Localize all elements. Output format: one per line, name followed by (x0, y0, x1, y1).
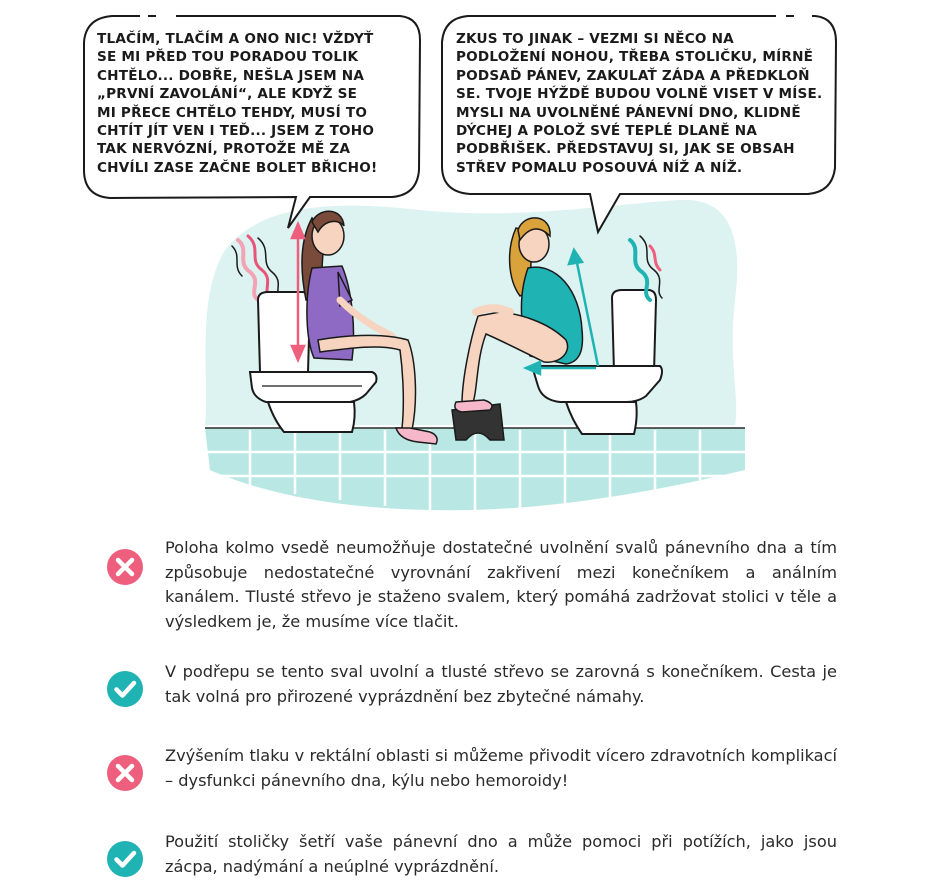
cross-circle-icon (106, 548, 144, 586)
fact-text: Použití stoličky šetří vaše pánevní dno a může pomoci při potížích, jako jsou zácpa, nadýmání a neúplné vyprázdnění. (165, 832, 837, 876)
fact-item-squat (106, 660, 836, 712)
fact-text: Poloha kolmo vsedě neumožňuje dostatečné uvolnění svalů pánevního dna a tím způsobuje nedostatečné vyrovnání zakřivení mezi konečníkem a análním kanálem. Tlusté střevo je staženo svalem, který pomáhá zadržovat stolici v těle a výsledkem je, že musíme více tlačit. (165, 538, 837, 631)
fact-item-pressure (106, 744, 836, 796)
check-circle-icon (106, 840, 144, 878)
speech-bubble-right-text: ZKUS TO JINAK – VEZMI SI NĚCO NA PODLOŽENÍ NOHOU, TŘEBA STOLIČKU, MÍRNĚ PODSAĎ PÁNEV, ZAKULAŤ ZÁDA A PŘEDKLOŇ SE. TVOJE HÝŽDĚ BUDOU VOLNĚ VISET V MÍSE. MYSLI NA UVOLNĚNÉ PÁNEVNÍ DNO, KLIDNĚ DÝCHEJ A POLOŽ SVÉ TEPLÉ DLANĚ NA PODBŘIŠEK. PŘEDSTAVUJ SI, JAK SE OBSAH STŘEV POMALU POSOUVÁ NÍŽ A NÍŽ. (456, 31, 823, 176)
tile-floor (205, 428, 745, 510)
speech-bubble-left-text: TLAČÍM, TLAČÍM A ONO NIC! VŽDYŤ SE MI PŘED TOU PORADOU TOLIK CHTĚLO... DOBŘE, NEŠLA JSEM NA „PRVNÍ ZAVOLÁNÍ“, ALE KDYŽ SE MI PŘECE CHTĚLO TEHDY, MUSÍ TO CHTÍT JÍT VEN I TEĎ... JSEM Z TOHO TAK NERVÓZNÍ, PROTOŽE MĚ ZA CHVÍLI ZASE ZAČNE BOLET BŘICHO! (97, 31, 378, 176)
fact-item-stool (106, 830, 836, 882)
fact-text: Zvýšením tlaku v rektální oblasti si můžeme přivodit vícero zdravotních komplikací – dysfunkci pánevního dna, kýlu nebo hemoroidy! (165, 746, 837, 790)
check-circle-icon (106, 670, 144, 708)
fact-item-posture-upright (106, 536, 836, 636)
fact-text: V podřepu se tento sval uvolní a tlusté střevo se zarovná s konečníkem. Cesta je tak volná pro přirozené vyprázdnění bez zbytečné námahy. (165, 662, 837, 706)
cross-circle-icon (106, 754, 144, 792)
